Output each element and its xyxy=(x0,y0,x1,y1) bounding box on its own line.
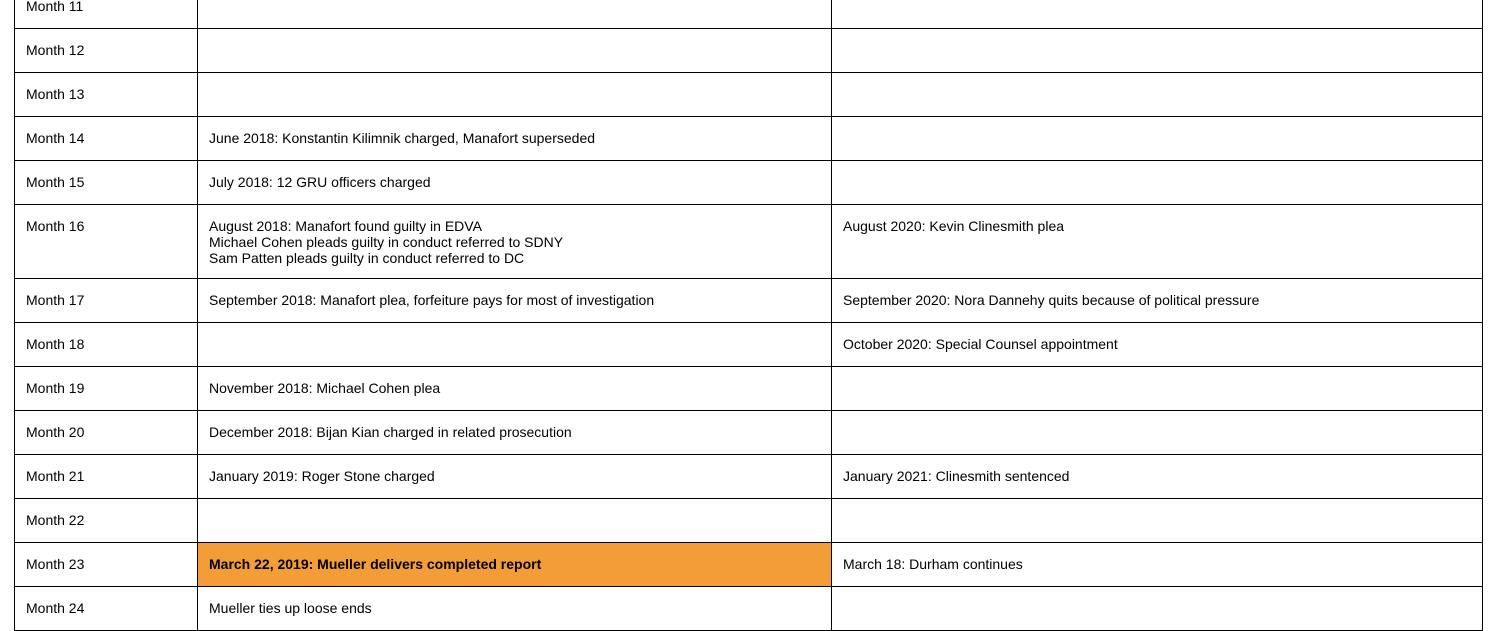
mueller-event-cell xyxy=(198,29,832,73)
month-cell: Month 21 xyxy=(15,455,198,499)
durham-event-cell xyxy=(832,73,1483,117)
durham-event-cell xyxy=(832,411,1483,455)
table-row xyxy=(15,499,1483,543)
mueller-event-cell xyxy=(198,499,832,543)
durham-event-cell: October 2020: Special Counsel appointment xyxy=(832,323,1483,367)
timeline-body xyxy=(15,0,1483,631)
month-cell: Month 24 xyxy=(15,587,198,631)
table-row xyxy=(15,411,1483,455)
mueller-event-cell: August 2018: Manafort found guilty in EDVA Michael Cohen pleads guilty in conduct referred to SDNY Sam Patten pleads guilty in conduct referred to DC xyxy=(198,205,832,279)
month-cell: Month 12 xyxy=(15,29,198,73)
month-cell: Month 18 xyxy=(15,323,198,367)
table-row xyxy=(15,323,1483,367)
month-cell: Month 22 xyxy=(15,499,198,543)
durham-event-cell xyxy=(832,499,1483,543)
mueller-event-cell: June 2018: Konstantin Kilimnik charged, Manafort superseded xyxy=(198,117,832,161)
durham-event-cell xyxy=(832,117,1483,161)
table-row xyxy=(15,73,1483,117)
month-cell: Month 19 xyxy=(15,367,198,411)
table-row xyxy=(15,205,1483,279)
durham-event-cell: January 2021: Clinesmith sentenced xyxy=(832,455,1483,499)
mueller-event-cell xyxy=(198,323,832,367)
table-row xyxy=(15,29,1483,73)
mueller-event-cell: July 2018: 12 GRU officers charged xyxy=(198,161,832,205)
mueller-event-cell xyxy=(198,0,832,29)
month-cell: Month 17 xyxy=(15,279,198,323)
table-row xyxy=(15,117,1483,161)
month-cell: Month 15 xyxy=(15,161,198,205)
durham-event-cell xyxy=(832,367,1483,411)
table-row xyxy=(15,455,1483,499)
durham-event-cell: March 18: Durham continues xyxy=(832,543,1483,587)
mueller-event-cell xyxy=(198,73,832,117)
month-cell: Month 16 xyxy=(15,205,198,279)
timeline-table xyxy=(14,0,1483,631)
durham-event-cell: September 2020: Nora Dannehy quits because of political pressure xyxy=(832,279,1483,323)
durham-event-cell xyxy=(832,29,1483,73)
mueller-event-cell: November 2018: Michael Cohen plea xyxy=(198,367,832,411)
month-cell: Month 23 xyxy=(15,543,198,587)
durham-event-cell: August 2020: Kevin Clinesmith plea xyxy=(832,205,1483,279)
durham-event-cell xyxy=(832,0,1483,29)
table-row xyxy=(15,543,1483,587)
table-row xyxy=(15,279,1483,323)
mueller-event-cell: March 22, 2019: Mueller delivers completed report xyxy=(198,543,832,587)
durham-event-cell xyxy=(832,161,1483,205)
mueller-event-cell: December 2018: Bijan Kian charged in related prosecution xyxy=(198,411,832,455)
month-cell: Month 13 xyxy=(15,73,198,117)
durham-event-cell xyxy=(832,587,1483,631)
mueller-event-cell: Mueller ties up loose ends xyxy=(198,587,832,631)
table-row xyxy=(15,161,1483,205)
month-cell: Month 20 xyxy=(15,411,198,455)
table-row xyxy=(15,587,1483,631)
mueller-event-cell: January 2019: Roger Stone charged xyxy=(198,455,832,499)
month-cell: Month 11 xyxy=(15,0,198,29)
mueller-event-cell: September 2018: Manafort plea, forfeiture pays for most of investigation xyxy=(198,279,832,323)
month-cell: Month 14 xyxy=(15,117,198,161)
table-row xyxy=(15,0,1483,29)
table-row xyxy=(15,367,1483,411)
